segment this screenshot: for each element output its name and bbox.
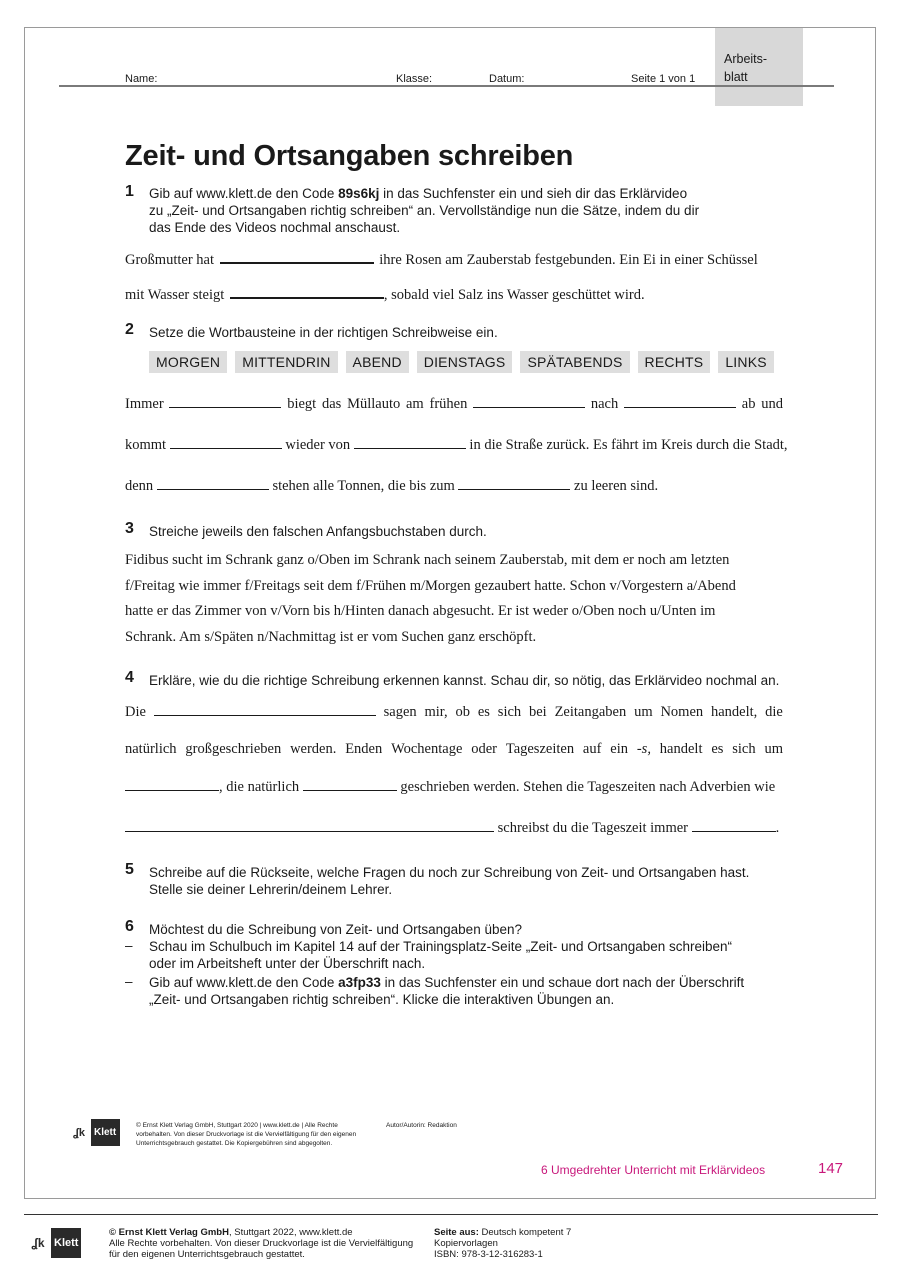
task-3-number: 3 — [125, 520, 134, 537]
klett-lion-icon: ʆk — [67, 1119, 91, 1146]
task-6-bullet-2: Gib auf www.klett.de den Code a3fp33 in das Suchfenster ein und schaue dort nach der Überschrift „Zeit- und Ortsangaben richtig schreiben“. Klicke die interaktiven Übungen an. — [149, 975, 745, 1007]
task-6-number: 6 — [125, 918, 134, 935]
task-1-instruction: Gib auf www.klett.de den Code 89s6kj in das Suchfenster ein und sieh dir das Erklärvideo zu „Zeit- und Ortsangaben richtig schreiben“ an. Vervollständige nun die Sätze, indem du dir das Ende des Videos nochmal anschaust. — [149, 186, 700, 235]
page-number: 147 — [818, 1160, 844, 1177]
task-4-instruction: Erkläre, wie du die richtige Schreibung erkennen kannst. Schau dir, so nötig, das Erklärvideo nochmal an. — [149, 673, 780, 688]
word-chip: MITTENDRIN — [235, 351, 337, 373]
chapter-label: 6 Umgedrehter Unterricht mit Erklärvideos — [541, 1163, 766, 1177]
publisher-copyright: © Ernst Klett Verlag GmbH, Stuttgart 2022, www.klett.de Alle Rechte vorbehalten. Von dieser Druckvorlage ist die Vervielfältigung für den eigenen Unterrichtsgebrauch gestattet. — [109, 1227, 414, 1260]
task-3-instruction: Streiche jeweils den falschen Anfangsbuchstaben durch. — [149, 524, 487, 539]
arbeitsblatt-badge: Arbeits- blatt — [715, 28, 803, 106]
source-info: Seite aus: Deutsch kompetent 7 Kopiervorlagen ISBN: 978-3-12-316283-1 — [434, 1227, 572, 1260]
task-3-paragraph: Fidibus sucht im Schrank ganz o/Oben im Schrank nach seinem Zauberstab, mit dem er noch am letzten f/Freitag wie immer f/Freitags seit dem f/Frühen m/Morgen gezaubert hatte. Schon v/Vorgestern a/Abend hatte er das Zimmer von v/Vorn bis h/Hinten danach abgesucht. Er ist weder o/Oben noch u/Unten im Schrank. Am s/Späten n/Nachmittag ist er vom Suchen ganz erschöpft. — [125, 552, 736, 645]
word-chip: RECHTS — [638, 351, 711, 373]
word-chip: SPÄTABENDS — [520, 351, 629, 373]
task-4-line-4: schreibst du die Tageszeit immer . — [125, 818, 779, 837]
bullet-dash: – — [125, 974, 133, 989]
blank-field[interactable] — [220, 249, 374, 264]
task-1-sentence-2: mit Wasser steigt , sobald viel Salz ins Wasser geschüttet wird. — [125, 284, 645, 304]
klett-lion-icon: ʆk — [25, 1228, 51, 1258]
task-5-number: 5 — [125, 861, 134, 878]
blank-field[interactable] — [170, 435, 282, 449]
task-2-instruction: Setze die Wortbausteine in der richtigen Schreibweise ein. — [149, 325, 498, 340]
blank-field[interactable] — [154, 702, 376, 716]
klett-logo: ʆk Klett — [67, 1119, 120, 1146]
blank-field[interactable] — [230, 284, 384, 299]
blank-field[interactable] — [473, 394, 585, 408]
task-1-sentence-1: Großmutter hat ihre Rosen am Zauberstab festgebunden. Ein Ei in einer Schüssel — [125, 249, 758, 269]
task-4-number: 4 — [125, 669, 134, 686]
task-2-number: 2 — [125, 321, 134, 338]
word-chip-list — [149, 351, 774, 373]
blank-field[interactable] — [624, 394, 736, 408]
task-6-intro: Möchtest du die Schreibung von Zeit- und Ortsangaben üben? — [149, 922, 522, 937]
blank-field[interactable] — [125, 818, 494, 832]
klasse-label: Klasse: — [396, 73, 433, 85]
name-label: Name: — [125, 73, 158, 85]
blank-field[interactable] — [157, 476, 269, 490]
task-4-line-3: , die natürlich geschrieben werden. Stehen die Tageszeiten nach Adverbien wie — [125, 777, 775, 796]
sheet-copyright: © Ernst Klett Verlag GmbH, Stuttgart 2020 | www.klett.de | Alle Rechte vorbehalten. Von dieser Druckvorlage ist die Vervielfältigung für den eigenen Unterrichtsgebrauch gestattet. Die Kopiergebühren sind abgegolten. — [136, 1122, 357, 1147]
task-4-line-2: natürlich großgeschrieben werden. Enden Wochentage oder Tageszeiten auf ein -s, handelt es sich um — [125, 741, 783, 757]
header-rule — [59, 85, 834, 87]
task-4-line-1: Die sagen mir, ob es sich bei Zeitangaben um Nomen handelt, die — [125, 704, 783, 720]
blank-field[interactable] — [125, 777, 219, 791]
sheet-author: Autor/Autorin: Redaktion — [386, 1122, 457, 1129]
word-chip: LINKS — [718, 351, 773, 373]
word-chip: MORGEN — [149, 351, 227, 373]
bullet-dash: – — [125, 938, 133, 953]
task-5-instruction: Schreibe auf die Rückseite, welche Fragen du noch zur Schreibung von Zeit- und Ortsangaben hast. Stelle sie deiner Lehrerin/deinem Lehrer. — [149, 865, 750, 897]
video-code: 89s6kj — [338, 186, 380, 201]
task-2-line-3: denn stehen alle Tonnen, die bis zum zu leeren sind. — [125, 478, 659, 494]
blank-field[interactable] — [354, 435, 466, 449]
task-2-line-2: kommt wieder von in die Straße zurück. Es fährt im Kreis durch die Stadt, — [125, 437, 788, 453]
page-title: Zeit- und Ortsangaben schreiben — [125, 140, 574, 172]
exercise-code: a3fp33 — [338, 975, 381, 990]
word-chip: DIENSTAGS — [417, 351, 513, 373]
task-1-number: 1 — [125, 183, 134, 200]
datum-label: Datum: — [489, 73, 525, 85]
blank-field[interactable] — [458, 476, 570, 490]
blank-field[interactable] — [169, 394, 281, 408]
footer-rule — [24, 1214, 878, 1215]
blank-field[interactable] — [303, 777, 397, 791]
task-6-bullet-1: Schau im Schulbuch im Kapitel 14 auf der Trainingsplatz-Seite „Zeit- und Ortsangaben schreiben“ oder im Arbeitsheft unter der Überschrift nach. — [149, 939, 733, 971]
page-count-label: Seite 1 von 1 — [631, 73, 696, 85]
blank-field[interactable] — [692, 818, 776, 832]
word-chip: ABEND — [346, 351, 409, 373]
klett-logo-bottom: ʆk Klett — [25, 1228, 81, 1258]
task-2-line-1: Immer biegt das Müllauto am frühen nach ab und — [125, 396, 783, 412]
